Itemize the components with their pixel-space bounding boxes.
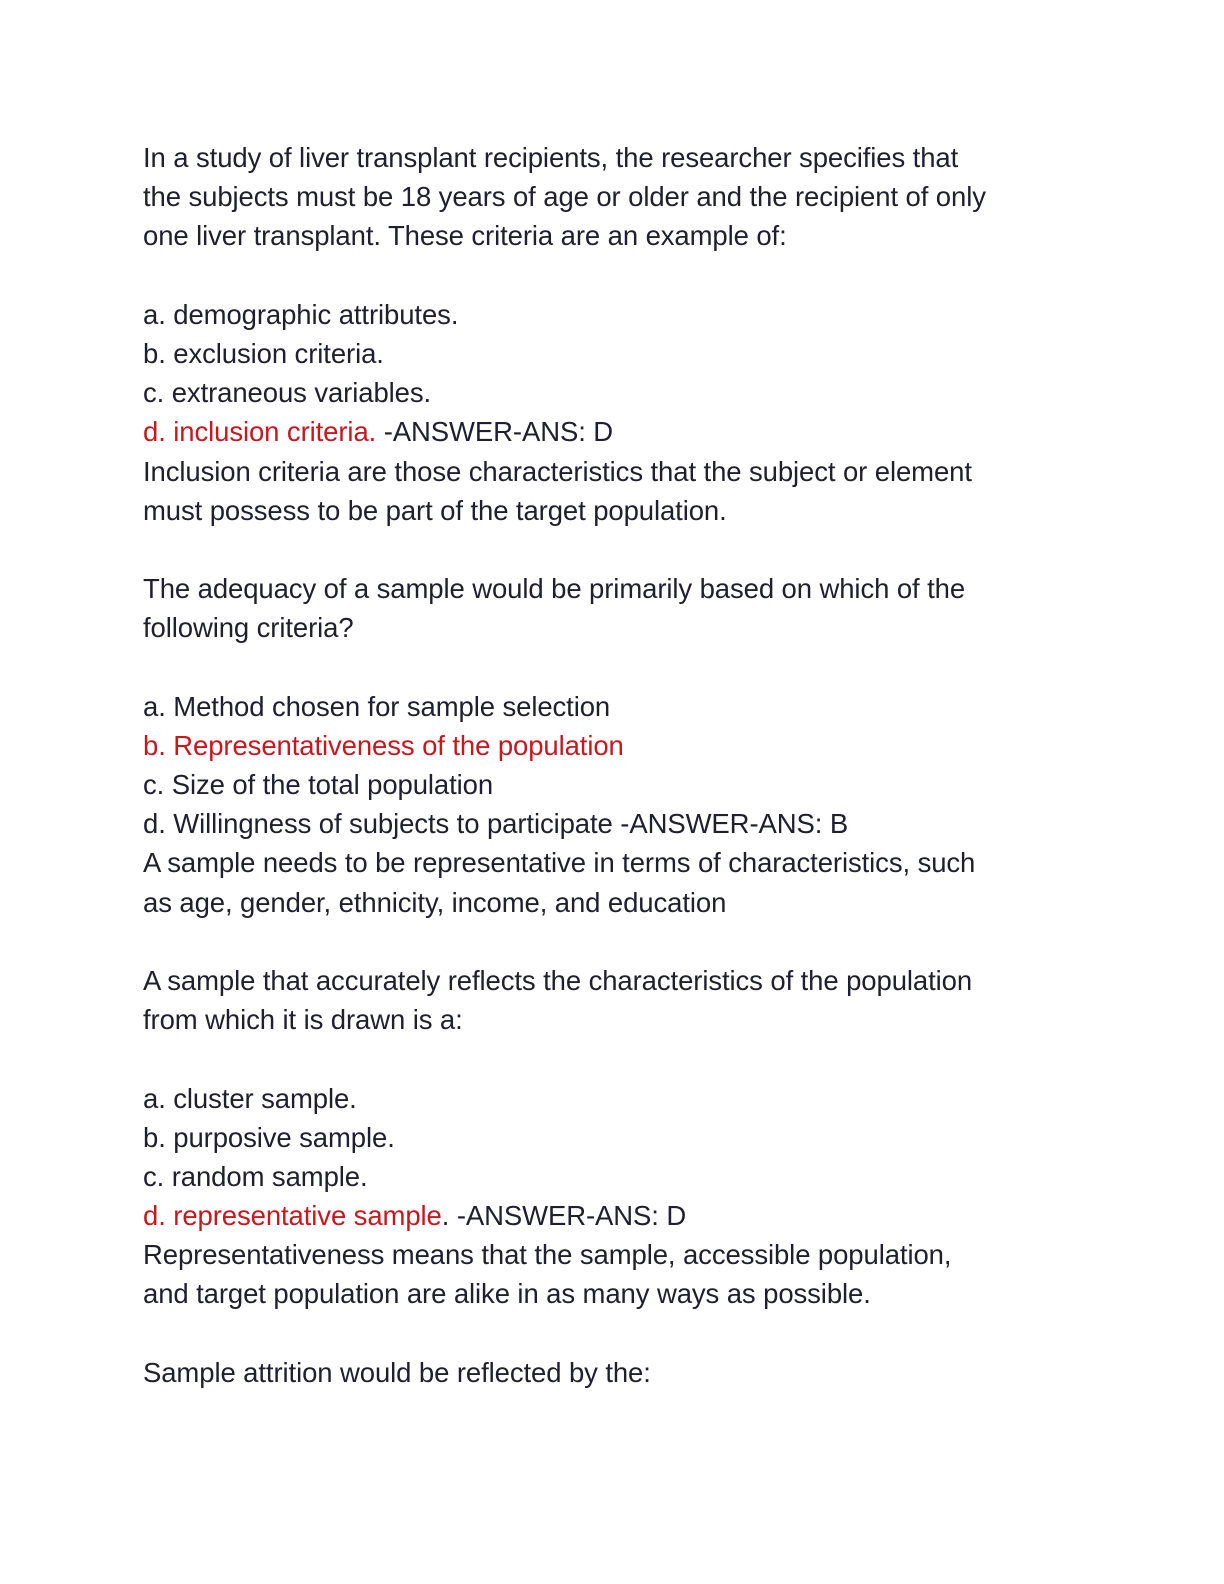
correct-option: b. Representativeness of the population	[143, 729, 624, 761]
blank-line	[143, 1314, 1103, 1353]
answer-option: a. Method chosen for sample selection	[143, 690, 611, 722]
answer-option: a. cluster sample.	[143, 1082, 357, 1114]
blank-line	[143, 530, 1103, 569]
answer-option: b. purposive sample.	[143, 1121, 395, 1153]
answer-option: c. random sample.	[143, 1160, 368, 1192]
answer-key-line: d. Willingness of subjects to participate -ANSWER-ANS: B	[143, 808, 849, 840]
answer-key-line	[143, 412, 1103, 451]
answer-key-line	[143, 1196, 1103, 1235]
rationale-line: Inclusion criteria are those characteristics that the subject or element	[143, 455, 972, 487]
rationale-line: Representativeness means that the sample, accessible population,	[143, 1239, 952, 1271]
blank-line	[143, 256, 1103, 295]
correct-option: d. representative sample	[143, 1200, 442, 1232]
answer-key: . -ANSWER-ANS: D	[441, 1200, 687, 1232]
question-stem-line: from which it is drawn is a:	[143, 1004, 463, 1036]
question-3	[143, 961, 1103, 1314]
answer-option: b. exclusion criteria.	[143, 337, 384, 369]
correct-option: d. inclusion criteria.	[143, 416, 377, 448]
rationale-line: must possess to be part of the target population.	[143, 494, 727, 526]
blank-line	[143, 647, 1103, 686]
rationale-line: and target population are alike in as many ways as possible.	[143, 1278, 871, 1310]
question-stem-line: the subjects must be 18 years of age or older and the recipient of only	[143, 181, 986, 213]
answer-option: a. demographic attributes.	[143, 298, 459, 330]
blank-line	[143, 922, 1103, 961]
blank-line	[143, 1039, 1103, 1078]
question-stem-line: following criteria?	[143, 612, 354, 644]
question-4	[143, 1353, 1103, 1392]
answer-option: c. Size of the total population	[143, 769, 494, 800]
question-stem-line: A sample that accurately reflects the characteristics of the population	[143, 964, 973, 996]
question-stem-line: In a study of liver transplant recipients, the researcher specifies that	[143, 142, 959, 173]
rationale-line: as age, gender, ethnicity, income, and education	[143, 886, 727, 918]
question-stem-line: one liver transplant. These criteria are an example of:	[143, 220, 787, 252]
rationale-line: A sample needs to be representative in terms of characteristics, such	[143, 847, 976, 879]
answer-key: -ANSWER-ANS: D	[376, 416, 614, 448]
question-1	[143, 138, 1103, 530]
question-2	[143, 569, 1103, 922]
question-stem-line: The adequacy of a sample would be primarily based on which of the	[143, 573, 966, 605]
document-page	[143, 138, 1103, 1392]
answer-option: c. extraneous variables.	[143, 377, 432, 409]
question-stem-line: Sample attrition would be reflected by the:	[143, 1356, 651, 1388]
